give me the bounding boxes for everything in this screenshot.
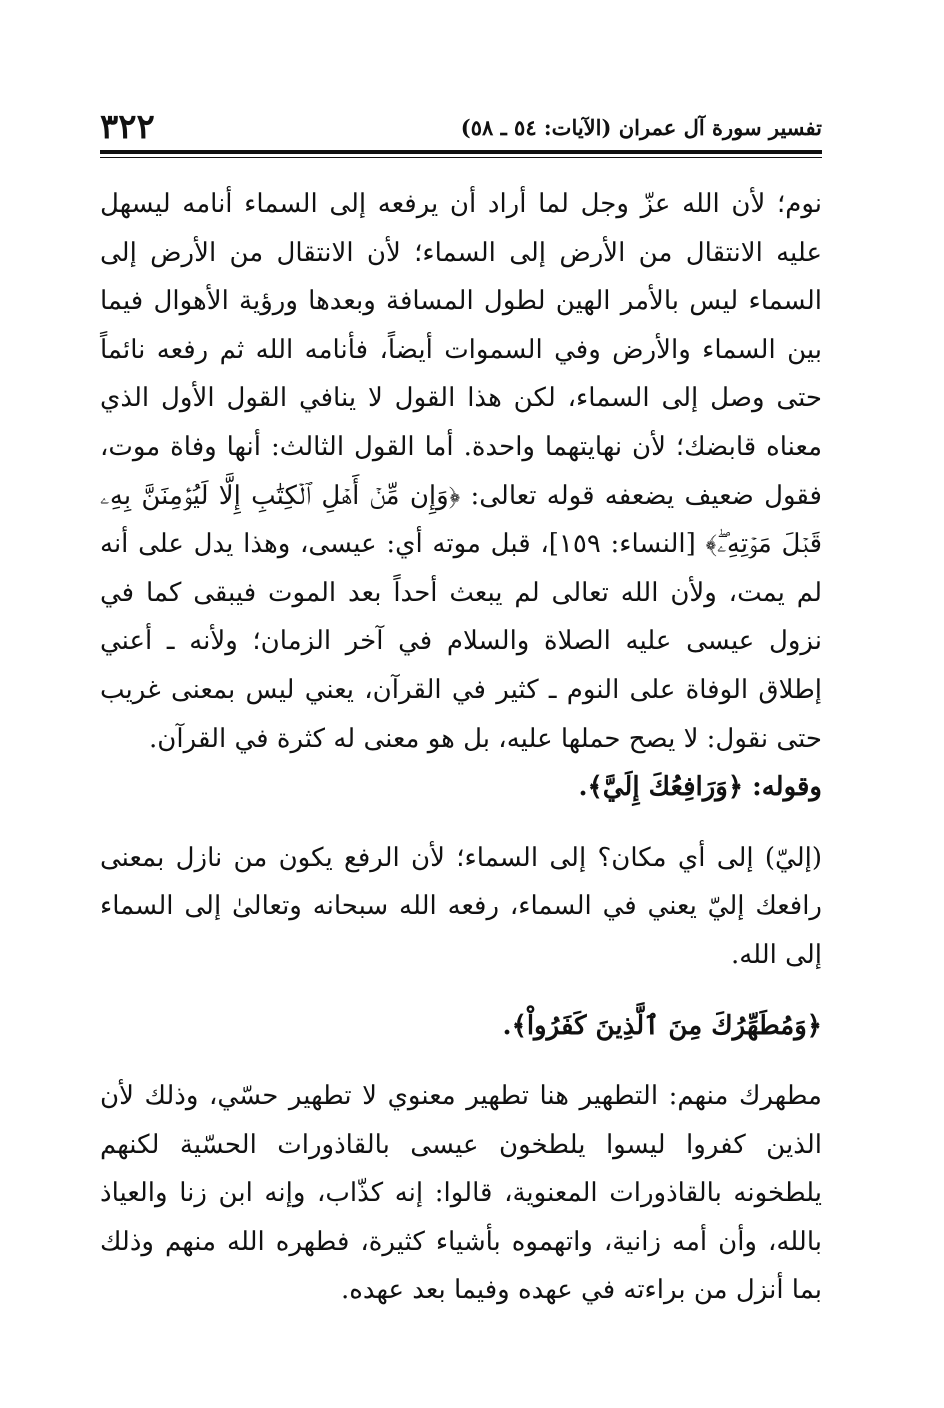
paragraph-1: نوم؛ لأن الله عزّ وجل لما أراد أن يرفعه إلى السماء أنامه ليسهل عليه الانتقال من الأرض إلى السماء؛ لأن الانتقال من الأرض إلى السماء ليس بالأمر الهين لطول المسافة وبعدها ورؤية الأهوال فيما بين السماء والأرض وفي السموات أيضاً، فأنامه الله ثم رفعه نائماً حتى وصل إلى السماء، لكن هذا القول لا ينافي القول الأول الذي معناه قابضك؛ لأن نهايتهما واحدة. أما القول الثالث: أنها وفاة موت، فقول ضعيف يضعفه قوله تعالى: ﴿وَإِن مِّنۡ أَهۡلِ ٱلۡكِتَٰبِ إِلَّا لَيُؤۡمِنَنَّ بِهِۦ قَبۡلَ مَوۡتِهِۦۖ﴾ [النساء: ١٥٩]، قبل موته أي: عيسى، وهذا يدل على أنه لم يمت، ولأن الله تعالى لم يبعث أحداً بعد الموت فيبقى كما في نزول عيسى عليه الصلاة والسلام في آخر الزمان؛ ولأنه ـ أعني إطلاق الوفاة على النوم ـ كثير في القرآن، يعني ليس بمعنى غريب حتى نقول: لا يصح حملها عليه، بل هو معنى له كثرة في القرآن. xyxy=(100,189,822,754)
verse-quote-1: وقوله: ﴿وَرَافِعُكَ إِلَيَّ﴾. xyxy=(578,772,822,803)
page-header xyxy=(100,104,822,150)
verse-quote-2: ﴿وَمُطَهِّرُكَ مِنَ ٱلَّذِينَ كَفَرُواْ﴾. xyxy=(502,1010,822,1041)
paragraph-2: (إليّ) إلى أي مكان؟ إلى السماء؛ لأن الرفع يكون من نازل بمعنى رافعك إليّ يعني في السماء، رفعه الله سبحانه وتعالىٰ إلى السماء إلى الله. xyxy=(100,842,822,970)
running-title: تفسير سورة آل عمران (الآيات: ٥٤ ـ ٥٨) xyxy=(460,114,822,140)
page-body xyxy=(100,180,822,1315)
header-rule-thick xyxy=(100,150,822,154)
paragraph-3: مطهرك منهم: التطهير هنا تطهير معنوي لا تطهير حسّي، وذلك لأن الذين كفروا ليسوا يلطخون عيسى بالقاذورات الحسّية لكنهم يلطخونه بالقاذورات المعنوية، قالوا: إنه كذّاب، وإنه ابن زنا والعياذ بالله، وأن أمه زانية، واتهموه بأشياء كثيرة، فطهره الله منهم وذلك بما أنزل من براءته في عهده وفيما بعد عهده. xyxy=(100,1081,822,1306)
header-rule-thin xyxy=(100,157,822,158)
page-number: ٣٢٢ xyxy=(100,107,155,147)
